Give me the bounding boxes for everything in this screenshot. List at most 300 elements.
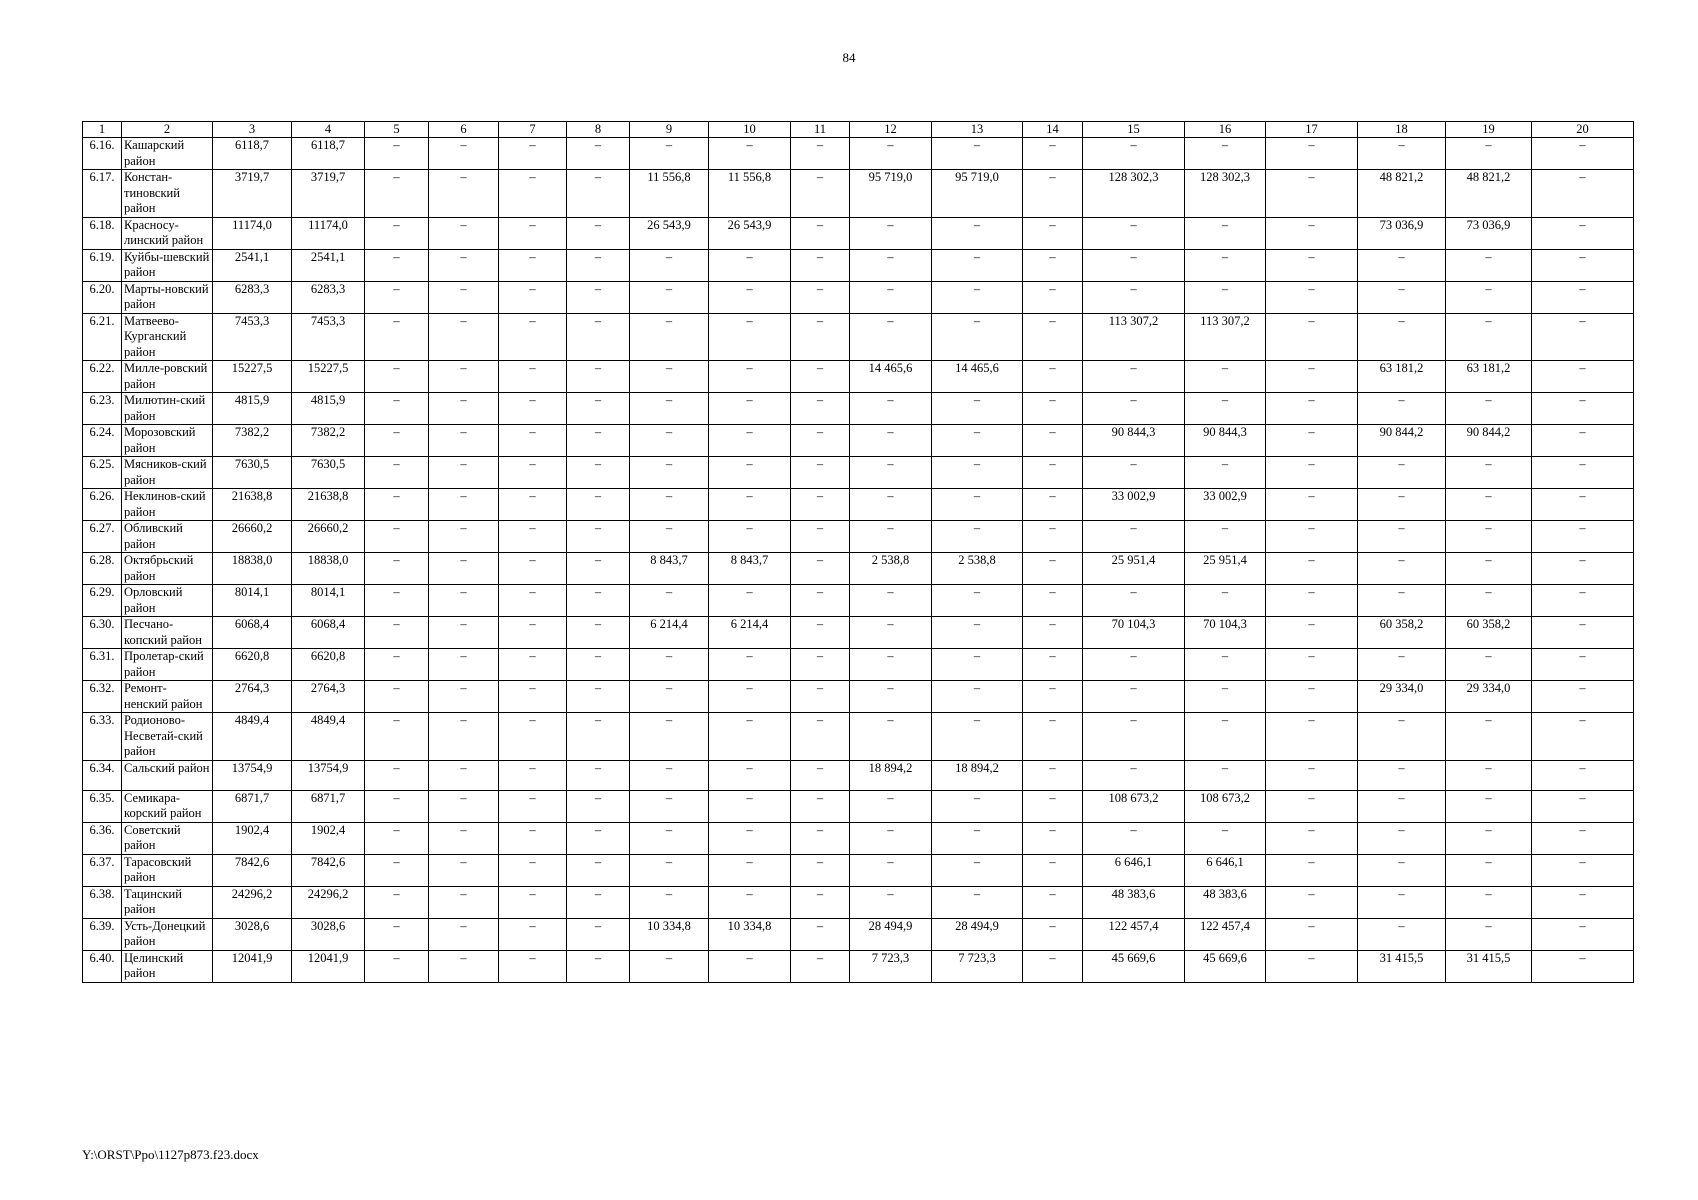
table-cell: 108 673,2 xyxy=(1083,790,1185,822)
table-cell: 31 415,5 xyxy=(1446,950,1532,982)
row-number: 6.38. xyxy=(83,886,122,918)
table-cell: – xyxy=(791,617,850,649)
table-cell: – xyxy=(630,950,709,982)
table-cell: – xyxy=(1446,713,1532,761)
table-cell: – xyxy=(429,138,499,170)
table-cell: 26 543,9 xyxy=(709,217,791,249)
row-number: 6.21. xyxy=(83,313,122,361)
table-cell: 73 036,9 xyxy=(1446,217,1532,249)
table-cell: 18 894,2 xyxy=(932,760,1023,790)
table-cell: – xyxy=(1083,393,1185,425)
table-cell: – xyxy=(499,617,567,649)
table-cell: 6118,7 xyxy=(213,138,292,170)
table-cell: – xyxy=(365,950,429,982)
table-cell: 14 465,6 xyxy=(932,361,1023,393)
table-cell: 122 457,4 xyxy=(1185,918,1266,950)
table-cell: 4815,9 xyxy=(292,393,365,425)
table-cell: 1902,4 xyxy=(292,822,365,854)
table-cell: – xyxy=(1532,681,1634,713)
table-cell: – xyxy=(365,713,429,761)
table-cell: – xyxy=(709,425,791,457)
table-cell: – xyxy=(630,681,709,713)
table-cell: – xyxy=(932,425,1023,457)
table-cell: – xyxy=(1023,790,1083,822)
table-cell: – xyxy=(791,950,850,982)
column-header: 16 xyxy=(1185,122,1266,138)
row-number: 6.30. xyxy=(83,617,122,649)
row-number: 6.25. xyxy=(83,457,122,489)
table-row xyxy=(83,457,1634,489)
table-cell: 6068,4 xyxy=(213,617,292,649)
column-header: 8 xyxy=(567,122,630,138)
table-cell: – xyxy=(1532,313,1634,361)
table-cell: – xyxy=(1266,521,1358,553)
row-number: 6.27. xyxy=(83,521,122,553)
table-cell: – xyxy=(791,170,850,218)
table-cell: – xyxy=(365,918,429,950)
table-cell: – xyxy=(850,489,932,521)
table-cell: 2764,3 xyxy=(213,681,292,713)
table-cell: – xyxy=(429,617,499,649)
table-row xyxy=(83,585,1634,617)
table-cell: – xyxy=(850,217,932,249)
district-name: Орловский район xyxy=(122,585,213,617)
table-cell: – xyxy=(932,457,1023,489)
table-cell: 25 951,4 xyxy=(1185,553,1266,585)
table-cell: – xyxy=(567,681,630,713)
table-cell: – xyxy=(1023,585,1083,617)
table-cell: – xyxy=(1532,649,1634,681)
table-cell: 11174,0 xyxy=(213,217,292,249)
column-header: 9 xyxy=(630,122,709,138)
table-cell: – xyxy=(932,822,1023,854)
table-cell: – xyxy=(630,393,709,425)
column-header: 18 xyxy=(1358,122,1446,138)
table-cell: 90 844,3 xyxy=(1083,425,1185,457)
table-cell: – xyxy=(1083,713,1185,761)
column-header: 5 xyxy=(365,122,429,138)
table-cell: – xyxy=(1083,585,1185,617)
table-cell: – xyxy=(1266,425,1358,457)
table-cell: 48 821,2 xyxy=(1358,170,1446,218)
table-cell: – xyxy=(1023,886,1083,918)
table-cell: – xyxy=(1446,457,1532,489)
table-cell: – xyxy=(365,585,429,617)
table-cell: – xyxy=(1023,617,1083,649)
table-cell: – xyxy=(850,585,932,617)
table-cell: 29 334,0 xyxy=(1358,681,1446,713)
table-cell: – xyxy=(630,489,709,521)
district-name: Неклинов-ский район xyxy=(122,489,213,521)
row-number: 6.33. xyxy=(83,713,122,761)
table-cell: – xyxy=(630,521,709,553)
table-cell: – xyxy=(1185,249,1266,281)
table-cell: – xyxy=(1023,217,1083,249)
table-cell: – xyxy=(499,249,567,281)
district-name: Констан-тиновский район xyxy=(122,170,213,218)
table-cell: – xyxy=(1266,681,1358,713)
table-cell: 95 719,0 xyxy=(850,170,932,218)
table-cell: – xyxy=(850,521,932,553)
table-cell: – xyxy=(630,822,709,854)
table-cell: – xyxy=(791,649,850,681)
table-row xyxy=(83,790,1634,822)
table-cell: – xyxy=(1358,249,1446,281)
table-cell: – xyxy=(365,681,429,713)
table-cell: 6 646,1 xyxy=(1185,854,1266,886)
table-cell: – xyxy=(567,489,630,521)
column-header: 12 xyxy=(850,122,932,138)
table-cell: – xyxy=(1266,457,1358,489)
table-cell: – xyxy=(1358,457,1446,489)
table-cell: – xyxy=(1532,713,1634,761)
table-cell: 13754,9 xyxy=(292,760,365,790)
table-cell: – xyxy=(1358,713,1446,761)
table-cell: – xyxy=(1532,457,1634,489)
table-cell: 3719,7 xyxy=(292,170,365,218)
district-name: Мясников-ский район xyxy=(122,457,213,489)
table-cell: – xyxy=(1266,281,1358,313)
table-cell: – xyxy=(932,313,1023,361)
table-cell: – xyxy=(709,249,791,281)
table-cell: 128 302,3 xyxy=(1185,170,1266,218)
table-cell: – xyxy=(1023,822,1083,854)
table-cell: – xyxy=(429,170,499,218)
table-cell: – xyxy=(567,760,630,790)
table-cell: – xyxy=(850,313,932,361)
table-cell: 2 538,8 xyxy=(932,553,1023,585)
table-cell: – xyxy=(365,790,429,822)
table-cell: 6283,3 xyxy=(213,281,292,313)
table-cell: – xyxy=(791,138,850,170)
table-row xyxy=(83,361,1634,393)
table-cell: 18838,0 xyxy=(292,553,365,585)
table-cell: – xyxy=(1358,393,1446,425)
table-row xyxy=(83,217,1634,249)
table-cell: – xyxy=(1023,489,1083,521)
table-cell: 26660,2 xyxy=(213,521,292,553)
table-cell: – xyxy=(850,138,932,170)
table-cell: – xyxy=(1185,457,1266,489)
table-cell: – xyxy=(1446,886,1532,918)
table-cell: – xyxy=(1023,950,1083,982)
table-cell: – xyxy=(1532,760,1634,790)
table-cell: 1902,4 xyxy=(213,822,292,854)
table-cell: 7382,2 xyxy=(213,425,292,457)
table-cell: – xyxy=(1023,425,1083,457)
table-cell: – xyxy=(1358,649,1446,681)
table-cell: – xyxy=(499,361,567,393)
table-cell: – xyxy=(365,425,429,457)
row-number: 6.32. xyxy=(83,681,122,713)
table-cell: 122 457,4 xyxy=(1083,918,1185,950)
table-cell: – xyxy=(791,713,850,761)
table-cell: – xyxy=(1358,521,1446,553)
table-row xyxy=(83,138,1634,170)
table-cell: 13754,9 xyxy=(213,760,292,790)
table-cell: 3028,6 xyxy=(213,918,292,950)
table-cell: – xyxy=(1358,281,1446,313)
row-number: 6.31. xyxy=(83,649,122,681)
table-cell: – xyxy=(1023,313,1083,361)
table-cell: 6620,8 xyxy=(213,649,292,681)
table-cell: – xyxy=(850,713,932,761)
district-name: Целинский район xyxy=(122,950,213,982)
table-cell: – xyxy=(791,281,850,313)
table-cell: 12041,9 xyxy=(213,950,292,982)
table-cell: 8014,1 xyxy=(213,585,292,617)
table-cell: – xyxy=(932,393,1023,425)
table-cell: – xyxy=(1358,854,1446,886)
table-cell: – xyxy=(791,249,850,281)
table-cell: 3028,6 xyxy=(292,918,365,950)
row-number: 6.19. xyxy=(83,249,122,281)
table-cell: – xyxy=(567,457,630,489)
table-cell: – xyxy=(630,886,709,918)
row-number: 6.39. xyxy=(83,918,122,950)
table-cell: 95 719,0 xyxy=(932,170,1023,218)
table-cell: – xyxy=(365,521,429,553)
table-row xyxy=(83,950,1634,982)
table-cell: – xyxy=(1532,790,1634,822)
table-cell: – xyxy=(1266,790,1358,822)
table-cell: – xyxy=(630,361,709,393)
table-cell: – xyxy=(791,681,850,713)
table-cell: – xyxy=(1446,249,1532,281)
column-header: 15 xyxy=(1083,122,1185,138)
table-cell: – xyxy=(1083,521,1185,553)
table-cell: – xyxy=(932,585,1023,617)
table-row xyxy=(83,760,1634,790)
table-cell: – xyxy=(429,553,499,585)
table-row xyxy=(83,281,1634,313)
table-cell: – xyxy=(567,790,630,822)
table-cell: – xyxy=(429,854,499,886)
table-cell: – xyxy=(1532,521,1634,553)
table-cell: – xyxy=(429,393,499,425)
table-cell: 7842,6 xyxy=(213,854,292,886)
column-header: 11 xyxy=(791,122,850,138)
table-cell: – xyxy=(850,457,932,489)
table-cell: – xyxy=(932,217,1023,249)
row-number: 6.35. xyxy=(83,790,122,822)
table-cell: – xyxy=(1023,170,1083,218)
table-cell: – xyxy=(567,553,630,585)
table-cell: – xyxy=(791,886,850,918)
table-cell: – xyxy=(630,281,709,313)
district-name: Песчано-копский район xyxy=(122,617,213,649)
table-cell: 7382,2 xyxy=(292,425,365,457)
table-cell: 26 543,9 xyxy=(630,217,709,249)
table-cell: – xyxy=(567,361,630,393)
table-cell: – xyxy=(791,760,850,790)
table-cell: 18838,0 xyxy=(213,553,292,585)
district-name: Милле-ровский район xyxy=(122,361,213,393)
table-cell: – xyxy=(1023,457,1083,489)
table-cell: – xyxy=(499,886,567,918)
table-cell: – xyxy=(1446,918,1532,950)
table-cell: 2 538,8 xyxy=(850,553,932,585)
table-cell: – xyxy=(932,521,1023,553)
table-cell: – xyxy=(850,425,932,457)
table-cell: – xyxy=(850,854,932,886)
table-cell: – xyxy=(429,681,499,713)
table-cell: – xyxy=(1023,918,1083,950)
table-cell: 11 556,8 xyxy=(709,170,791,218)
table-cell: – xyxy=(709,361,791,393)
table-cell: – xyxy=(1023,553,1083,585)
table-cell: – xyxy=(1185,585,1266,617)
table-cell: 8 843,7 xyxy=(709,553,791,585)
table-cell: – xyxy=(630,138,709,170)
table-cell: – xyxy=(850,249,932,281)
table-cell: 3719,7 xyxy=(213,170,292,218)
table-cell: – xyxy=(1266,361,1358,393)
table-cell: 4849,4 xyxy=(292,713,365,761)
table-cell: – xyxy=(1532,361,1634,393)
table-cell: – xyxy=(499,822,567,854)
row-number: 6.23. xyxy=(83,393,122,425)
table-cell: 8014,1 xyxy=(292,585,365,617)
table-cell: – xyxy=(429,361,499,393)
table-cell: – xyxy=(499,713,567,761)
table-cell: – xyxy=(429,457,499,489)
table-cell: – xyxy=(791,553,850,585)
table-cell: – xyxy=(1266,489,1358,521)
table-cell: – xyxy=(1358,918,1446,950)
column-header: 10 xyxy=(709,122,791,138)
table-row xyxy=(83,249,1634,281)
column-header: 3 xyxy=(213,122,292,138)
table-cell: – xyxy=(429,249,499,281)
district-name: Красносу-линский район xyxy=(122,217,213,249)
table-cell: – xyxy=(499,217,567,249)
table-cell: – xyxy=(567,521,630,553)
table-cell: 113 307,2 xyxy=(1083,313,1185,361)
table-cell: – xyxy=(365,281,429,313)
table-cell: – xyxy=(567,585,630,617)
row-number: 6.16. xyxy=(83,138,122,170)
table-cell: – xyxy=(1532,822,1634,854)
table-cell: – xyxy=(1532,489,1634,521)
table-cell: – xyxy=(1083,681,1185,713)
table-cell: – xyxy=(1266,713,1358,761)
table-cell: 7630,5 xyxy=(292,457,365,489)
table-cell: – xyxy=(429,425,499,457)
table-cell: 8 843,7 xyxy=(630,553,709,585)
table-cell: – xyxy=(630,249,709,281)
table-cell: – xyxy=(630,790,709,822)
table-cell: – xyxy=(1023,393,1083,425)
table-cell: – xyxy=(932,854,1023,886)
table-cell: – xyxy=(630,313,709,361)
table-cell: – xyxy=(1185,361,1266,393)
table-cell: – xyxy=(1023,521,1083,553)
table-cell: – xyxy=(429,760,499,790)
table-cell: – xyxy=(1185,393,1266,425)
table-cell: 6118,7 xyxy=(292,138,365,170)
table-cell: – xyxy=(429,822,499,854)
table-row xyxy=(83,393,1634,425)
table-cell: 7453,3 xyxy=(292,313,365,361)
table-cell: – xyxy=(365,170,429,218)
column-header: 17 xyxy=(1266,122,1358,138)
table-cell: 4815,9 xyxy=(213,393,292,425)
table-cell: 108 673,2 xyxy=(1185,790,1266,822)
table-cell: – xyxy=(630,649,709,681)
table-cell: 90 844,2 xyxy=(1446,425,1532,457)
table-cell: – xyxy=(1266,950,1358,982)
column-header: 20 xyxy=(1532,122,1634,138)
table-cell: – xyxy=(709,760,791,790)
table-row xyxy=(83,854,1634,886)
table-cell: – xyxy=(791,217,850,249)
page-number: 84 xyxy=(842,50,856,65)
district-name: Ремонт-ненский район xyxy=(122,681,213,713)
table-cell: 6 214,4 xyxy=(709,617,791,649)
district-name: Морозовский район xyxy=(122,425,213,457)
table-cell: – xyxy=(709,138,791,170)
table-cell: – xyxy=(709,790,791,822)
row-number: 6.18. xyxy=(83,217,122,249)
table-cell: – xyxy=(567,950,630,982)
table-cell: – xyxy=(365,361,429,393)
table-cell: – xyxy=(709,822,791,854)
table-cell: – xyxy=(1532,886,1634,918)
table-cell: 48 383,6 xyxy=(1083,886,1185,918)
table-row xyxy=(83,425,1634,457)
table-cell: – xyxy=(709,854,791,886)
table-cell: – xyxy=(567,217,630,249)
table-cell: 7 723,3 xyxy=(850,950,932,982)
table-cell: – xyxy=(1185,681,1266,713)
table-cell: 2541,1 xyxy=(292,249,365,281)
table-cell: – xyxy=(1358,138,1446,170)
table-cell: 18 894,2 xyxy=(850,760,932,790)
table-cell: – xyxy=(499,918,567,950)
district-name: Кашарский район xyxy=(122,138,213,170)
district-name: Советский район xyxy=(122,822,213,854)
row-number: 6.17. xyxy=(83,170,122,218)
table-cell: – xyxy=(1266,138,1358,170)
table-row xyxy=(83,489,1634,521)
table-cell: – xyxy=(1023,361,1083,393)
table-cell: – xyxy=(791,521,850,553)
table-cell: – xyxy=(709,649,791,681)
table-cell: – xyxy=(365,854,429,886)
table-cell: 25 951,4 xyxy=(1083,553,1185,585)
table-cell: – xyxy=(1358,760,1446,790)
table-cell: – xyxy=(1532,425,1634,457)
table-cell: – xyxy=(499,313,567,361)
table-cell: – xyxy=(1358,790,1446,822)
table-cell: – xyxy=(1532,854,1634,886)
table-cell: – xyxy=(429,886,499,918)
district-name: Семикара-корский район xyxy=(122,790,213,822)
table-cell: 7630,5 xyxy=(213,457,292,489)
table-cell: – xyxy=(567,617,630,649)
table-cell: – xyxy=(429,217,499,249)
table-cell: – xyxy=(1446,521,1532,553)
table-cell: 10 334,8 xyxy=(630,918,709,950)
table-cell: – xyxy=(499,521,567,553)
table-cell: 11 556,8 xyxy=(630,170,709,218)
table-row xyxy=(83,553,1634,585)
table-cell: – xyxy=(850,822,932,854)
table-cell: – xyxy=(567,649,630,681)
table-cell: – xyxy=(1023,249,1083,281)
table-cell: 14 465,6 xyxy=(850,361,932,393)
